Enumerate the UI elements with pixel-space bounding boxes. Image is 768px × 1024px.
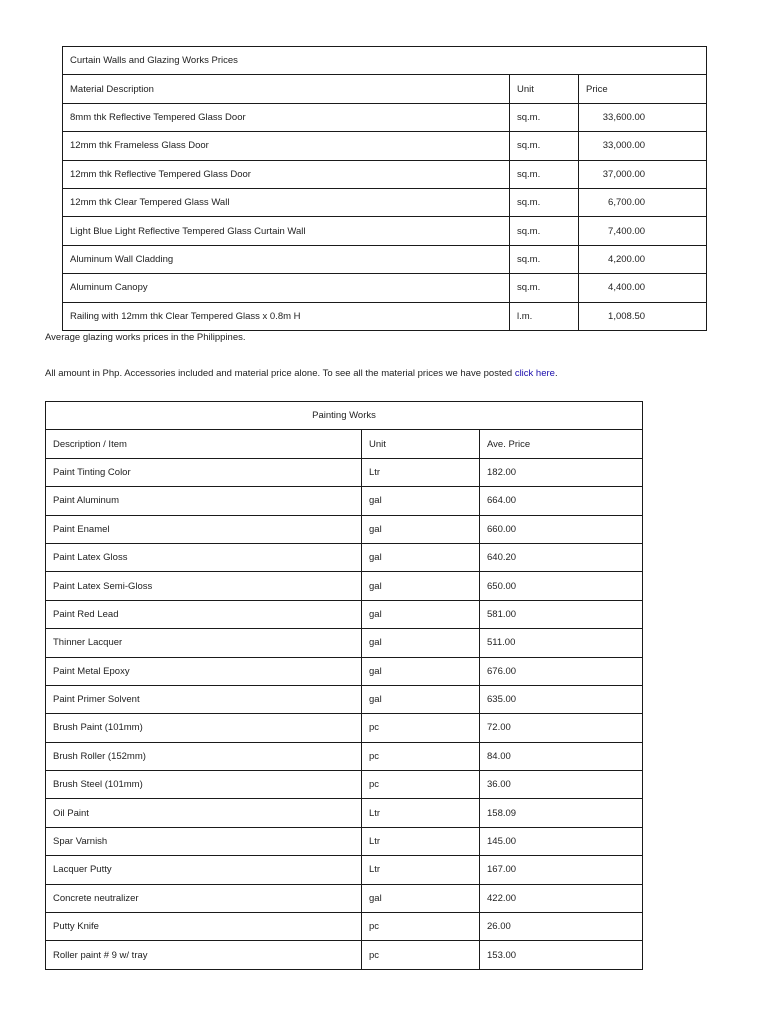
header-description-item: Description / Item [46,430,362,458]
cell-price: 33,000.00 [579,132,707,160]
cell-unit: gal [362,543,480,571]
cell-unit: sq.m. [510,132,579,160]
table-row [46,515,643,543]
cell-description: Thinner Lacquer [46,629,362,657]
cell-description: Paint Primer Solvent [46,685,362,713]
table-row [46,742,643,770]
cell-price: 72.00 [480,714,643,742]
cell-unit: pc [362,771,480,799]
cell-description: Paint Aluminum [46,487,362,515]
table-row [63,217,707,245]
amounts-note-text: All amount in Php. Accessories included and material price alone. To see all the material prices we have posted [45,368,515,379]
header-ave-price: Ave. Price [480,430,643,458]
cell-price: 153.00 [480,941,643,969]
cell-description: Lacquer Putty [46,856,362,884]
cell-price: 36.00 [480,771,643,799]
table-row [46,629,643,657]
cell-price: 26.00 [480,913,643,941]
cell-description: 8mm thk Reflective Tempered Glass Door [63,103,510,131]
table-header-row [46,430,643,458]
cell-price: 635.00 [480,685,643,713]
cell-description: Paint Latex Gloss [46,543,362,571]
cell-description: Brush Roller (152mm) [46,742,362,770]
cell-unit: pc [362,941,480,969]
table-row [63,132,707,160]
cell-description: Oil Paint [46,799,362,827]
cell-description: Roller paint # 9 w/ tray [46,941,362,969]
painting-works-table [45,401,643,970]
cell-description: Light Blue Light Reflective Tempered Glass Curtain Wall [63,217,510,245]
cell-unit: gal [362,487,480,515]
cell-description: Paint Metal Epoxy [46,657,362,685]
cell-price: 422.00 [480,884,643,912]
header-unit: Unit [362,430,480,458]
cell-description: Putty Knife [46,913,362,941]
cell-unit: gal [362,629,480,657]
cell-price: 182.00 [480,458,643,486]
cell-price: 581.00 [480,600,643,628]
cell-price: 4,400.00 [579,274,707,302]
cell-unit: Ltr [362,458,480,486]
glazing-caption: Average glazing works prices in the Philippines. [45,332,246,343]
cell-unit: gal [362,685,480,713]
table-row [46,856,643,884]
table-title-row [46,402,643,430]
cell-price: 7,400.00 [579,217,707,245]
cell-unit: gal [362,657,480,685]
table-row [46,913,643,941]
table-row [46,487,643,515]
table-row [63,274,707,302]
table-row [63,160,707,188]
cell-unit: sq.m. [510,160,579,188]
cell-price: 158.09 [480,799,643,827]
cell-price: 640.20 [480,543,643,571]
cell-description: Spar Varnish [46,827,362,855]
cell-unit: sq.m. [510,188,579,216]
amounts-note-suffix: . [554,368,558,379]
glazing-prices-table [62,46,707,331]
cell-price: 1,008.50 [579,302,707,330]
cell-price: 6,700.00 [579,188,707,216]
cell-unit: gal [362,515,480,543]
cell-unit: l.m. [510,302,579,330]
cell-description: Paint Enamel [46,515,362,543]
cell-description: Paint Red Lead [46,600,362,628]
cell-unit: sq.m. [510,217,579,245]
table-row [63,245,707,273]
table-row [46,657,643,685]
cell-description: 12mm thk Frameless Glass Door [63,132,510,160]
amounts-note [45,368,558,379]
table-title-row [63,47,707,75]
cell-price: 167.00 [480,856,643,884]
cell-unit: sq.m. [510,274,579,302]
cell-unit: sq.m. [510,245,579,273]
table-row [46,827,643,855]
painting-table-title: Painting Works [46,402,643,430]
cell-unit: Ltr [362,799,480,827]
table-row [46,941,643,969]
cell-price: 650.00 [480,572,643,600]
header-material-description: Material Description [63,75,510,103]
cell-unit: Ltr [362,827,480,855]
cell-price: 676.00 [480,657,643,685]
cell-price: 660.00 [480,515,643,543]
table-row [63,103,707,131]
cell-unit: sq.m. [510,103,579,131]
cell-unit: gal [362,884,480,912]
table-row [46,799,643,827]
cell-description: Concrete neutralizer [46,884,362,912]
cell-description: Aluminum Wall Cladding [63,245,510,273]
table-row [46,771,643,799]
cell-description: Brush Paint (101mm) [46,714,362,742]
cell-price: 37,000.00 [579,160,707,188]
cell-unit: Ltr [362,856,480,884]
cell-price: 664.00 [480,487,643,515]
cell-unit: pc [362,913,480,941]
cell-description: Paint Tinting Color [46,458,362,486]
header-unit: Unit [510,75,579,103]
cell-description: Aluminum Canopy [63,274,510,302]
table-row [63,302,707,330]
cell-unit: gal [362,572,480,600]
cell-price: 145.00 [480,827,643,855]
header-price: Price [579,75,707,103]
table-row [63,188,707,216]
table-row [46,572,643,600]
cell-price: 84.00 [480,742,643,770]
cell-price: 33,600.00 [579,103,707,131]
cell-description: Paint Latex Semi-Gloss [46,572,362,600]
glazing-table-title: Curtain Walls and Glazing Works Prices [63,47,707,75]
material-prices-link[interactable]: click here [514,368,555,379]
cell-price: 511.00 [480,629,643,657]
cell-price: 4,200.00 [579,245,707,273]
cell-description: Brush Steel (101mm) [46,771,362,799]
cell-unit: pc [362,714,480,742]
cell-description: 12mm thk Reflective Tempered Glass Door [63,160,510,188]
table-row [46,685,643,713]
cell-unit: pc [362,742,480,770]
table-row [46,884,643,912]
table-row [46,600,643,628]
cell-description: Railing with 12mm thk Clear Tempered Glass x 0.8m H [63,302,510,330]
table-row [46,543,643,571]
table-row [46,714,643,742]
table-header-row [63,75,707,103]
cell-description: 12mm thk Clear Tempered Glass Wall [63,188,510,216]
cell-unit: gal [362,600,480,628]
table-row [46,458,643,486]
